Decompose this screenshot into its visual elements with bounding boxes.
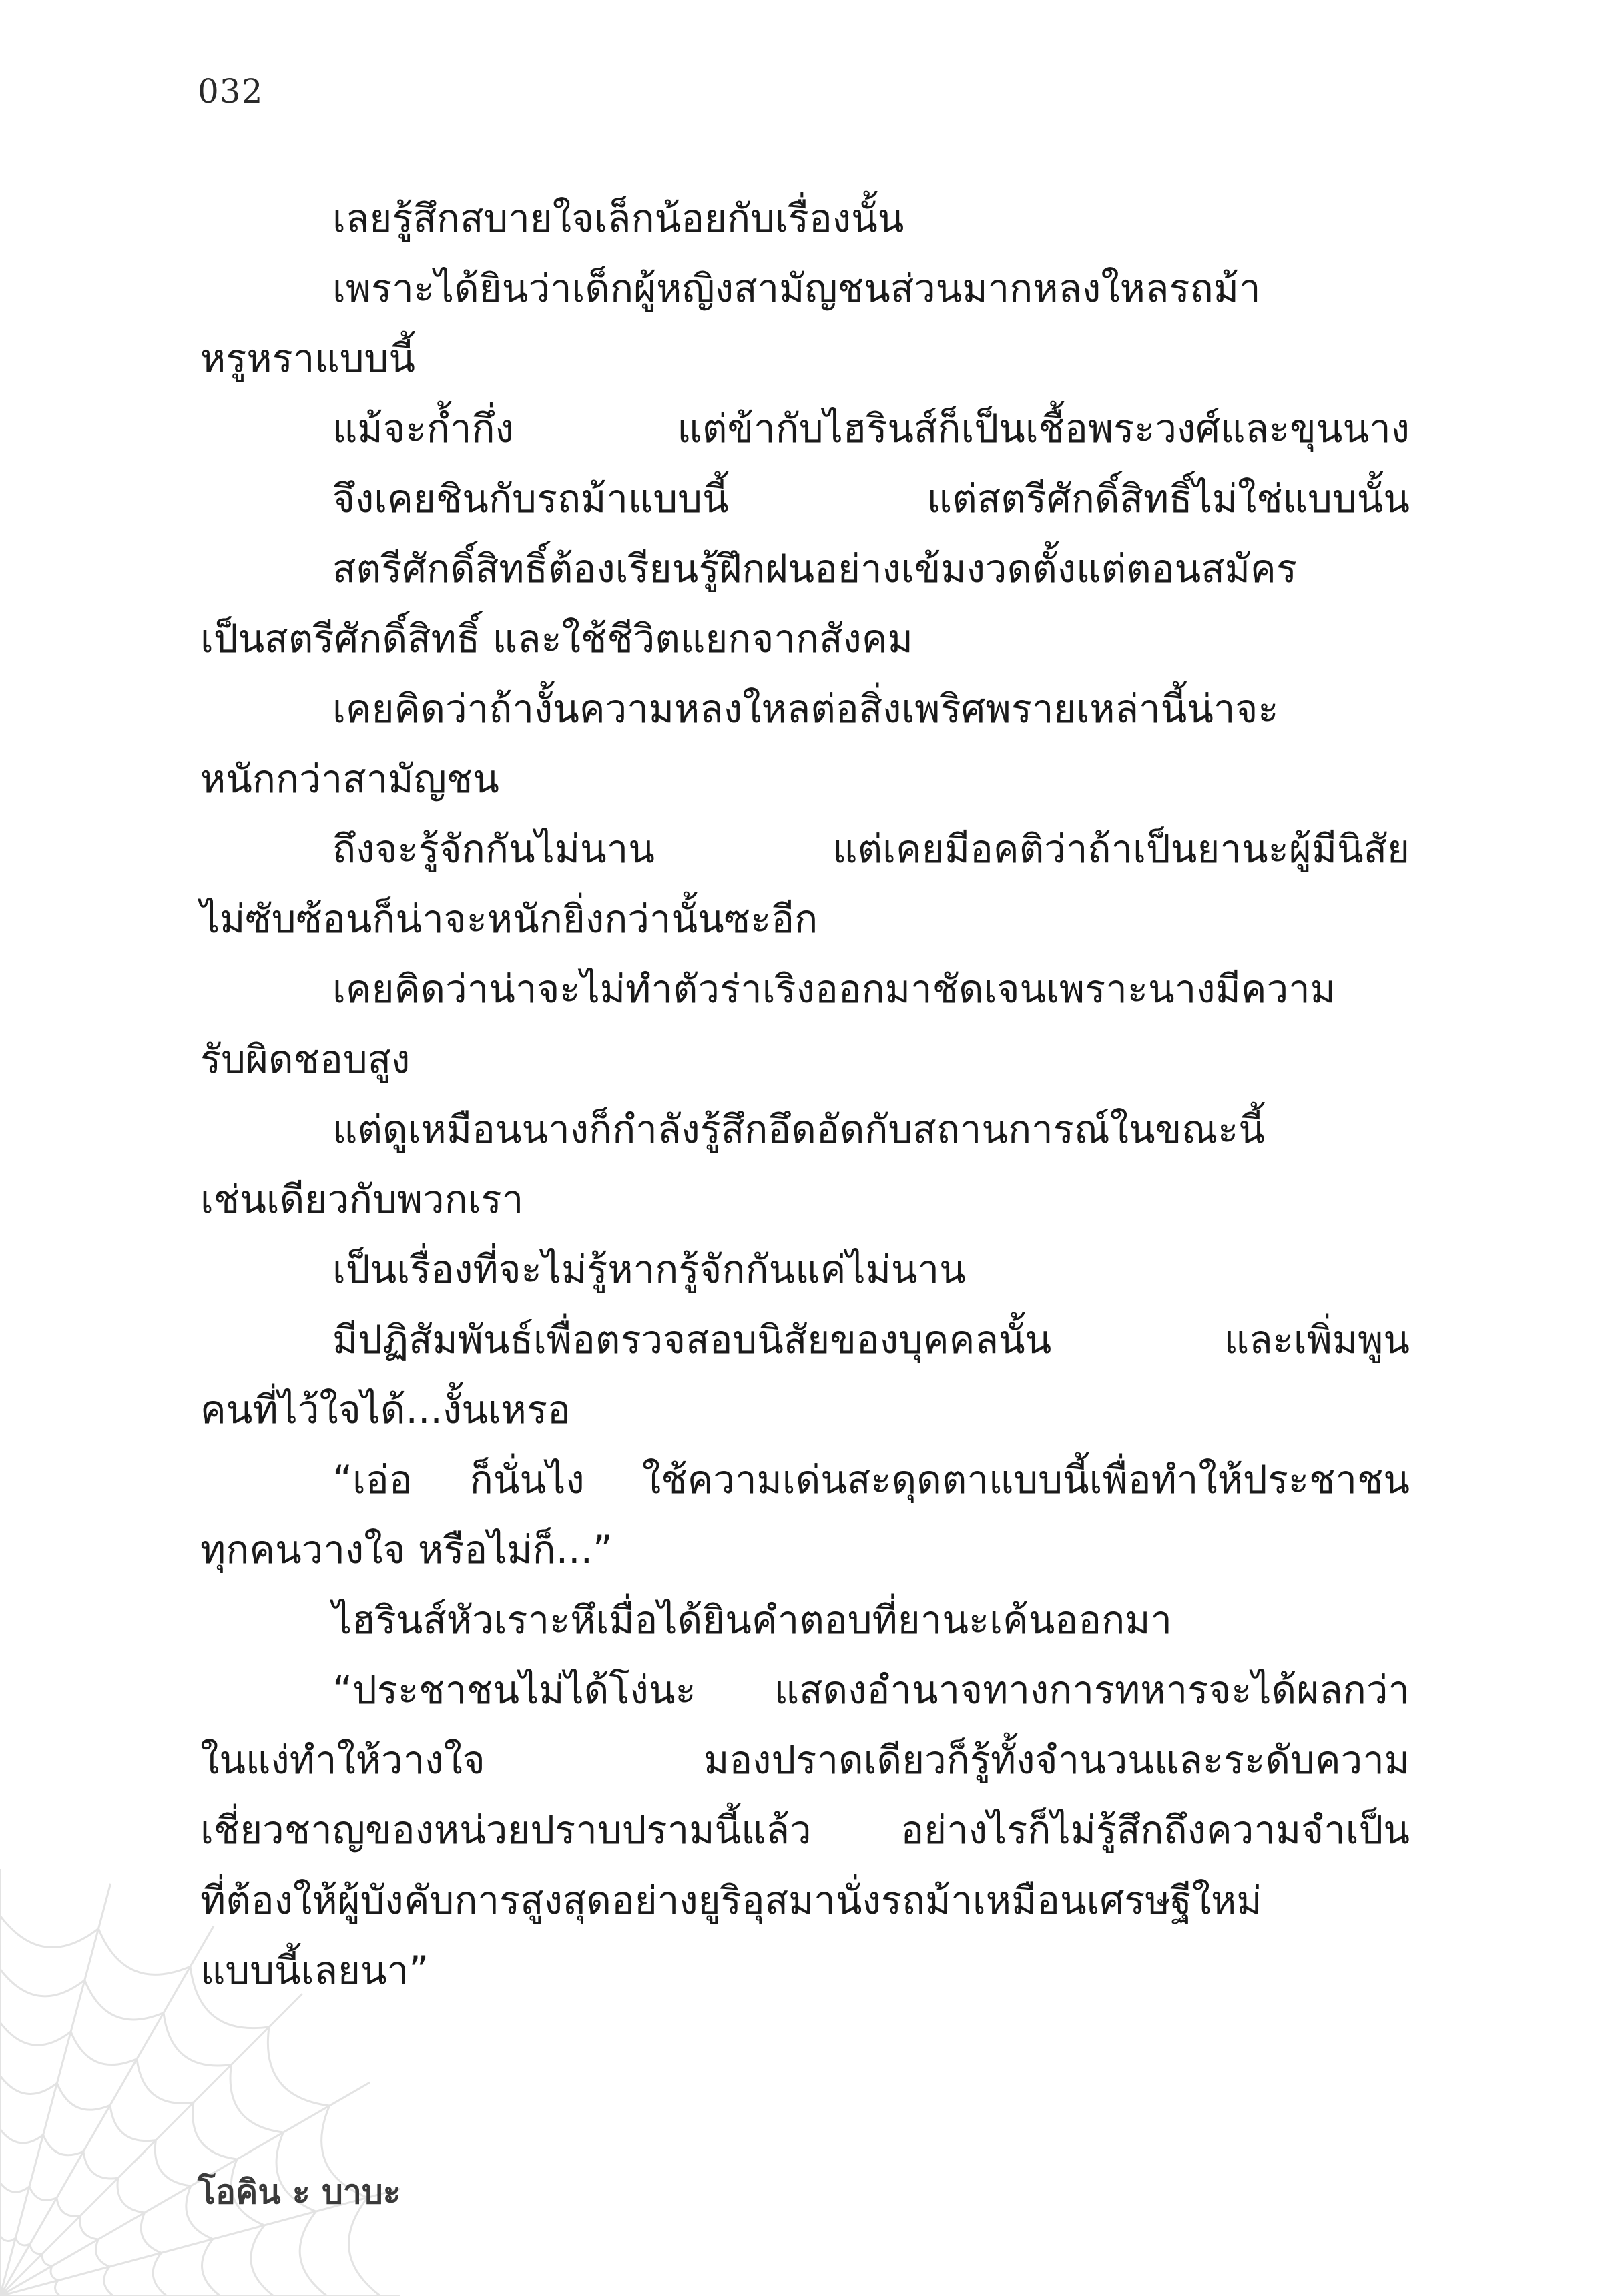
page-number: 032	[198, 72, 264, 111]
text-line: เพราะได้ยินว่าเด็กผู้หญิงสามัญชนส่วนมากหลงใหลรถม้า	[332, 266, 1261, 311]
footer-title: โอคิน ะ บาบะ	[198, 2173, 401, 2211]
text-line: คนที่ไว้ใจได้...งั้นเหรอ	[200, 1387, 571, 1432]
text-line: ในแง่ทำให้วางใจ มองปราดเดียวก็รู้ทั้งจำนวนและระดับความ	[200, 1737, 1410, 1783]
text-line: เคยคิดว่าถ้างั้นความหลงใหลต่อสิ่งเพริศพรายเหล่านี้น่าจะ	[332, 686, 1279, 732]
text-line: เช่นเดียวกับพวกเรา	[200, 1177, 524, 1222]
text-line: มีปฏิสัมพันธ์เพื่อตรวจสอบนิสัยของบุคคลนั้น และเพิ่มพูน	[332, 1317, 1410, 1362]
text-line: ไม่ซับซ้อนก็น่าจะหนักยิ่งกว่านั้นซะอีก	[200, 896, 818, 942]
text-line: แบบนี้เลยนา”	[200, 1948, 429, 1993]
text-line: ไฮรินส์หัวเราะหึเมื่อได้ยินคำตอบที่ยานะเค้นออกมา	[332, 1597, 1172, 1643]
text-line: ที่ต้องให้ผู้บังคับการสูงสุดอย่างยูริอุสมานั่งรถม้าเหมือนเศรษฐีใหม่	[200, 1878, 1262, 1923]
text-line: “ประชาชนไม่ได้โง่นะ แสดงอำนาจทางการทหารจะได้ผลกว่า	[332, 1667, 1410, 1713]
text-line: “เอ่อ ก็นั่นไง ใช้ความเด่นสะดุดตาแบบนี้เพื่อทำให้ประชาชน	[332, 1457, 1410, 1502]
text-line: เป็นสตรีศักดิ์สิทธิ์ และใช้ชีวิตแยกจากสังคม	[200, 616, 913, 661]
text-line: เป็นเรื่องที่จะไม่รู้หากรู้จักกันแค่ไม่นาน	[332, 1247, 966, 1292]
text-line: สตรีศักดิ์สิทธิ์ต้องเรียนรู้ฝึกฝนอย่างเข้มงวดตั้งแต่ตอนสมัคร	[332, 546, 1297, 591]
text-line: เชี่ยวชาญของหน่วยปราบปรามนี้แล้ว อย่างไรก็ไม่รู้สึกถึงความจำเป็น	[200, 1807, 1410, 1853]
text-line: หนักกว่าสามัญชน	[200, 756, 499, 802]
text-line: ทุกคนวางใจ หรือไม่ก็...”	[200, 1527, 613, 1572]
text-line: ถึงจะรู้จักกันไม่นาน แต่เคยมีอคติว่าถ้าเป็นยานะผู้มีนิสัย	[332, 826, 1410, 872]
text-line: เลยรู้สึกสบายใจเล็กน้อยกับเรื่องนั้น	[332, 196, 904, 241]
text-line: จึงเคยชินกับรถม้าแบบนี้ แต่สตรีศักดิ์สิทธิ์ไม่ใช่แบบนั้น	[332, 476, 1410, 521]
text-line: แม้จะก้ำกึ่ง แต่ข้ากับไฮรินส์ก็เป็นเชื้อพระวงศ์และขุนนาง	[332, 406, 1410, 451]
text-line: แต่ดูเหมือนนางก็กำลังรู้สึกอึดอัดกับสถานการณ์ในขณะนี้	[332, 1107, 1265, 1152]
text-line: เคยคิดว่าน่าจะไม่ทำตัวร่าเริงออกมาชัดเจนเพราะนางมีความ	[332, 966, 1336, 1012]
text-line: รับผิดชอบสูง	[200, 1037, 411, 1082]
text-line: หรูหราแบบนี้	[200, 336, 416, 381]
